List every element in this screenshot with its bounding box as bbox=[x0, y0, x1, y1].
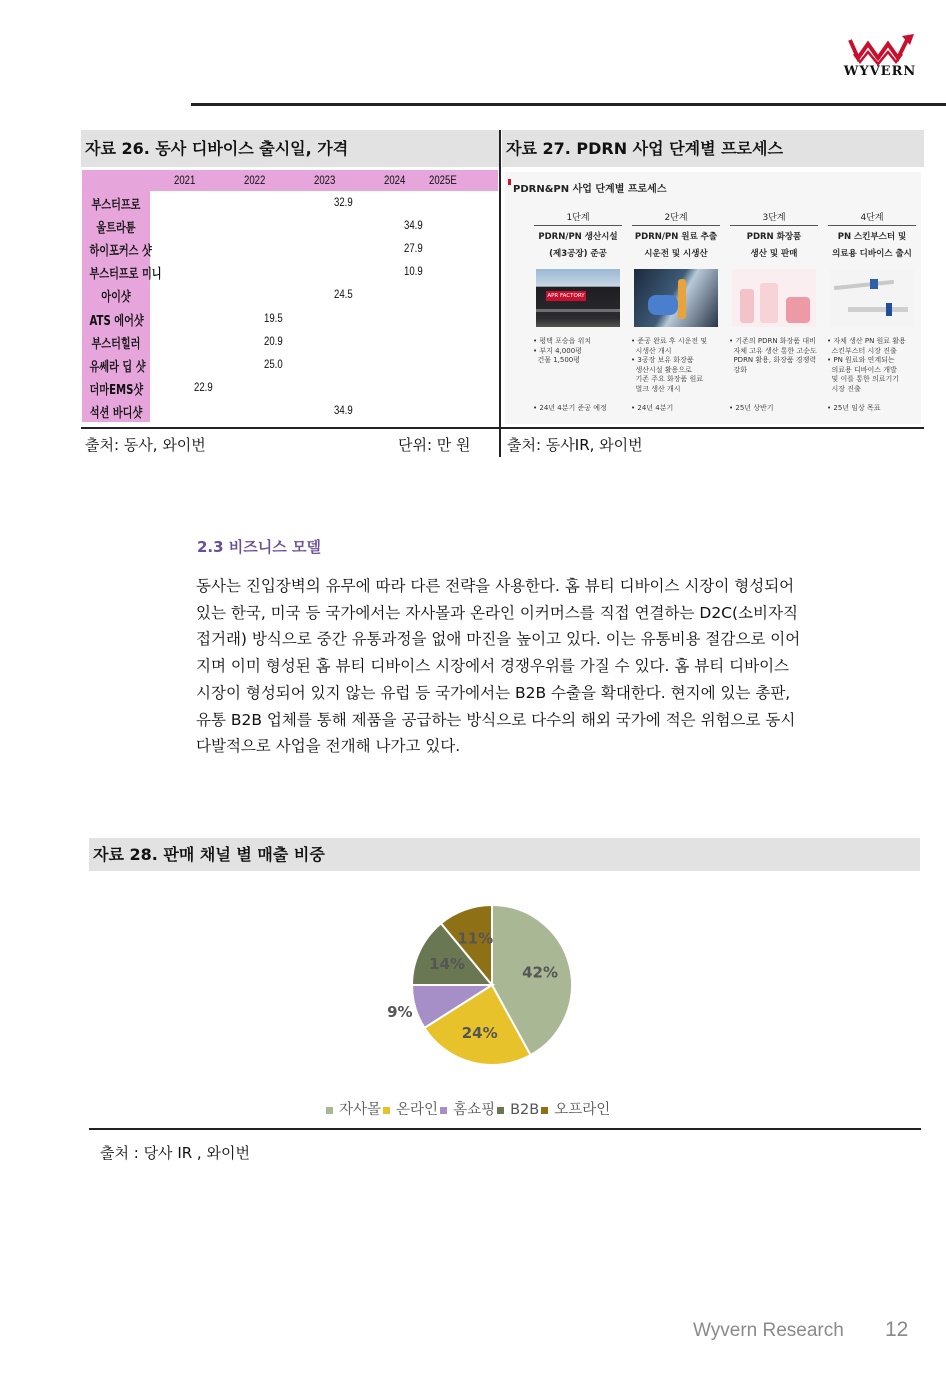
table-row bbox=[82, 399, 498, 422]
table-row-label: 유쎄라 딥 샷 bbox=[89, 359, 146, 375]
figure-28-title: 자료 28. 판매 채널 별 매출 비중 bbox=[89, 838, 920, 871]
legend-label: 온라인 bbox=[396, 1102, 439, 1118]
table-row-label: 더마EMS샷 bbox=[89, 382, 144, 398]
step-label: 2단계 bbox=[664, 213, 688, 223]
table-row bbox=[82, 353, 498, 376]
legend-swatch bbox=[541, 1107, 548, 1114]
step-bullets: • 평택 포승읍 위치 • 부지 4,000평 건물 1,500평 bbox=[533, 337, 592, 364]
pie-data-label: 11% bbox=[457, 929, 494, 948]
legend-item bbox=[440, 1098, 495, 1119]
pie-data-label: 42% bbox=[522, 963, 558, 982]
figure-26-source: 출처: 동사, 와이번 bbox=[85, 436, 206, 454]
table-row bbox=[82, 260, 498, 283]
table-cell-value: 25.0 bbox=[264, 356, 283, 371]
table-row bbox=[82, 376, 498, 399]
legend-label: 오프라인 bbox=[554, 1102, 611, 1118]
figure-27-source: 출처: 동사IR, 와이번 bbox=[507, 436, 643, 454]
syringe-photo-image bbox=[830, 269, 914, 327]
table-row bbox=[82, 237, 498, 260]
step-underline bbox=[730, 225, 818, 226]
figure-28-source: 출처 : 당사 IR , 와이번 bbox=[100, 1144, 250, 1162]
section-body bbox=[196, 573, 886, 760]
step-timeline: • 25년 상반기 bbox=[729, 404, 774, 412]
legend-item bbox=[326, 1098, 381, 1119]
table-cell-value: 20.9 bbox=[264, 333, 283, 348]
body-line: 접거래) 방식으로 중간 유통과정을 없애 마진을 높이고 있다. 이는 유통비용 절감으로 이어 bbox=[196, 630, 801, 649]
table-row-label: 부스터프로 미니 bbox=[89, 267, 162, 283]
figure-27-title: 자료 27. PDRN 사업 단계별 프로세스 bbox=[502, 130, 924, 167]
chart-legend bbox=[326, 1098, 612, 1119]
step-underline bbox=[632, 225, 720, 226]
step-description: PDRN/PN 생산시설 (제3공장) 준공 bbox=[538, 232, 618, 259]
pie-data-label: 24% bbox=[461, 1024, 498, 1043]
figure-bottom-rule bbox=[81, 427, 924, 429]
body-line: 지며 이미 형성된 홈 뷰티 디바이스 시장에서 경쟁우위를 가질 수 있다. 홈 뷰티 디바이스 bbox=[196, 657, 790, 676]
step-label: 4단계 bbox=[860, 213, 884, 223]
process-inner-title: PDRN&PN 사업 단계별 프로세스 bbox=[513, 184, 667, 195]
figure-26-title: 자료 26. 동사 디바이스 출시일, 가격 bbox=[81, 130, 499, 167]
body-line: 동사는 진입장벽의 유무에 따라 다른 전략을 사용한다. 홈 뷰티 디바이스 시장이 형성되어 bbox=[196, 577, 795, 595]
table-row-label: 울트라튠 bbox=[96, 221, 136, 237]
header-rule bbox=[191, 103, 946, 106]
table-row bbox=[82, 330, 498, 353]
table-row-label: 아이샷 bbox=[101, 290, 131, 306]
table-cell-value: 24.5 bbox=[334, 287, 353, 302]
step-timeline: • 25년 임상 목표 bbox=[827, 404, 881, 412]
table-row-label: ATS 에어샷 bbox=[89, 313, 144, 329]
page-number: 12 bbox=[885, 1318, 909, 1341]
pie-data-label: 14% bbox=[429, 954, 466, 973]
legend-swatch bbox=[326, 1107, 333, 1114]
step-bullets: • 기존의 PDRN 화장품 대비 자체 고유 생산 통한 고순도 PDRN 활용, 화장품 경쟁력 강화 bbox=[729, 337, 817, 374]
table-row bbox=[82, 283, 498, 306]
figure-26-unit: 단위: 만 원 bbox=[398, 436, 471, 454]
table-header-row bbox=[82, 170, 498, 191]
step-description: PDRN 화장품 생산 및 판매 bbox=[746, 232, 802, 259]
step-underline bbox=[534, 225, 622, 226]
legend-swatch bbox=[497, 1107, 504, 1114]
legend-label: 자사몰 bbox=[339, 1102, 382, 1118]
legend-swatch bbox=[440, 1107, 447, 1114]
step-description: PN 스킨부스터 및 의료용 디바이스 출시 bbox=[832, 232, 912, 259]
step-timeline: • 24년 4분기 bbox=[631, 404, 674, 412]
title-marker bbox=[508, 179, 511, 185]
table-cell-value: 34.9 bbox=[404, 218, 423, 233]
table-cell-value: 32.9 bbox=[334, 195, 353, 209]
table-row bbox=[82, 307, 498, 330]
body-line: 유통 B2B 업체를 통해 제품을 공급하는 방식으로 다수의 해외 국가에 적은 위험으로 동시 bbox=[196, 710, 796, 729]
legend-item bbox=[497, 1102, 539, 1118]
table-row-label: 부스터프로 bbox=[91, 198, 141, 213]
cosmetics-photo-image bbox=[732, 269, 816, 327]
table-cell-value: 22.9 bbox=[194, 379, 213, 394]
lab-photo-image bbox=[634, 269, 718, 327]
body-line: 다발적으로 사업을 전개해 나가고 있다. bbox=[196, 737, 461, 756]
process-step-1 bbox=[531, 210, 625, 413]
process-step-3 bbox=[727, 210, 821, 413]
brand-name: WYVERN bbox=[843, 64, 917, 79]
table-col-header: 2023 bbox=[314, 173, 336, 187]
factory-photo-image: APR FACTORY bbox=[536, 269, 620, 327]
process-step-2 bbox=[629, 210, 723, 413]
table-col-header: 2022 bbox=[244, 173, 266, 187]
table-row-label: 석션 바디샷 bbox=[89, 405, 143, 421]
sales-channel-pie-chart bbox=[370, 890, 630, 1080]
step-timeline: • 24년 4분기 준공 예정 bbox=[533, 404, 607, 412]
table-col-header: 2021 bbox=[174, 173, 196, 187]
body-line: 시장이 형성되어 있지 않는 유럽 등 국가에서는 B2B 수출을 확대한다. 현지에 있는 총판, bbox=[196, 683, 791, 702]
body-line: 있는 한국, 미국 등 국가에서는 자사몰과 온라인 이커머스를 직접 연결하는 D2C(소비자직 bbox=[196, 603, 798, 622]
device-launch-table bbox=[82, 170, 498, 422]
table-cell-value: 27.9 bbox=[404, 241, 423, 256]
step-label: 1단계 bbox=[566, 213, 590, 223]
legend-item bbox=[383, 1098, 438, 1119]
table-row bbox=[82, 191, 498, 214]
section-title: 2.3 비즈니스 모델 bbox=[197, 538, 321, 556]
table-row-label: 부스터힐러 bbox=[91, 336, 141, 352]
legend-item bbox=[541, 1098, 610, 1119]
figure-28-rule bbox=[89, 1128, 921, 1130]
process-step-4 bbox=[825, 210, 919, 413]
legend-label: B2B bbox=[510, 1102, 540, 1118]
step-label: 3단계 bbox=[762, 213, 786, 223]
legend-label: 홈쇼핑 bbox=[453, 1102, 496, 1118]
step-bullets: • 준공 완료 후 시운전 및 시생산 개시 • 3공장 보유 화장품 생산시설 활용으로 기존 주요 화장품 원료 벌크 생산 개시 bbox=[631, 337, 708, 393]
table-col-header: 2025E bbox=[429, 173, 457, 187]
table-row bbox=[82, 214, 498, 237]
legend-swatch bbox=[383, 1107, 390, 1114]
figure-divider bbox=[499, 130, 501, 457]
table-cell-value: 10.9 bbox=[404, 264, 423, 279]
step-underline bbox=[828, 225, 916, 226]
table-col-header: 2024 bbox=[384, 173, 406, 187]
footer-brand: Wyvern Research bbox=[693, 1320, 844, 1341]
step-bullets: • 자체 생산 PN 원료 활용 스킨부스터 시장 진출 • PN 원료와 연계되는 의료용 디바이스 개발 및 이를 통한 의료기기 시장 진출 bbox=[827, 337, 906, 393]
pie-data-label: 9% bbox=[387, 1002, 413, 1021]
step-description: PDRN/PN 원료 추출 시운전 및 시생산 bbox=[634, 232, 718, 259]
table-row-label: 하이포커스 샷 bbox=[89, 244, 152, 260]
table-cell-value: 34.9 bbox=[334, 402, 353, 417]
table-cell-value: 19.5 bbox=[264, 310, 283, 325]
pdrn-process-figure bbox=[505, 172, 921, 424]
